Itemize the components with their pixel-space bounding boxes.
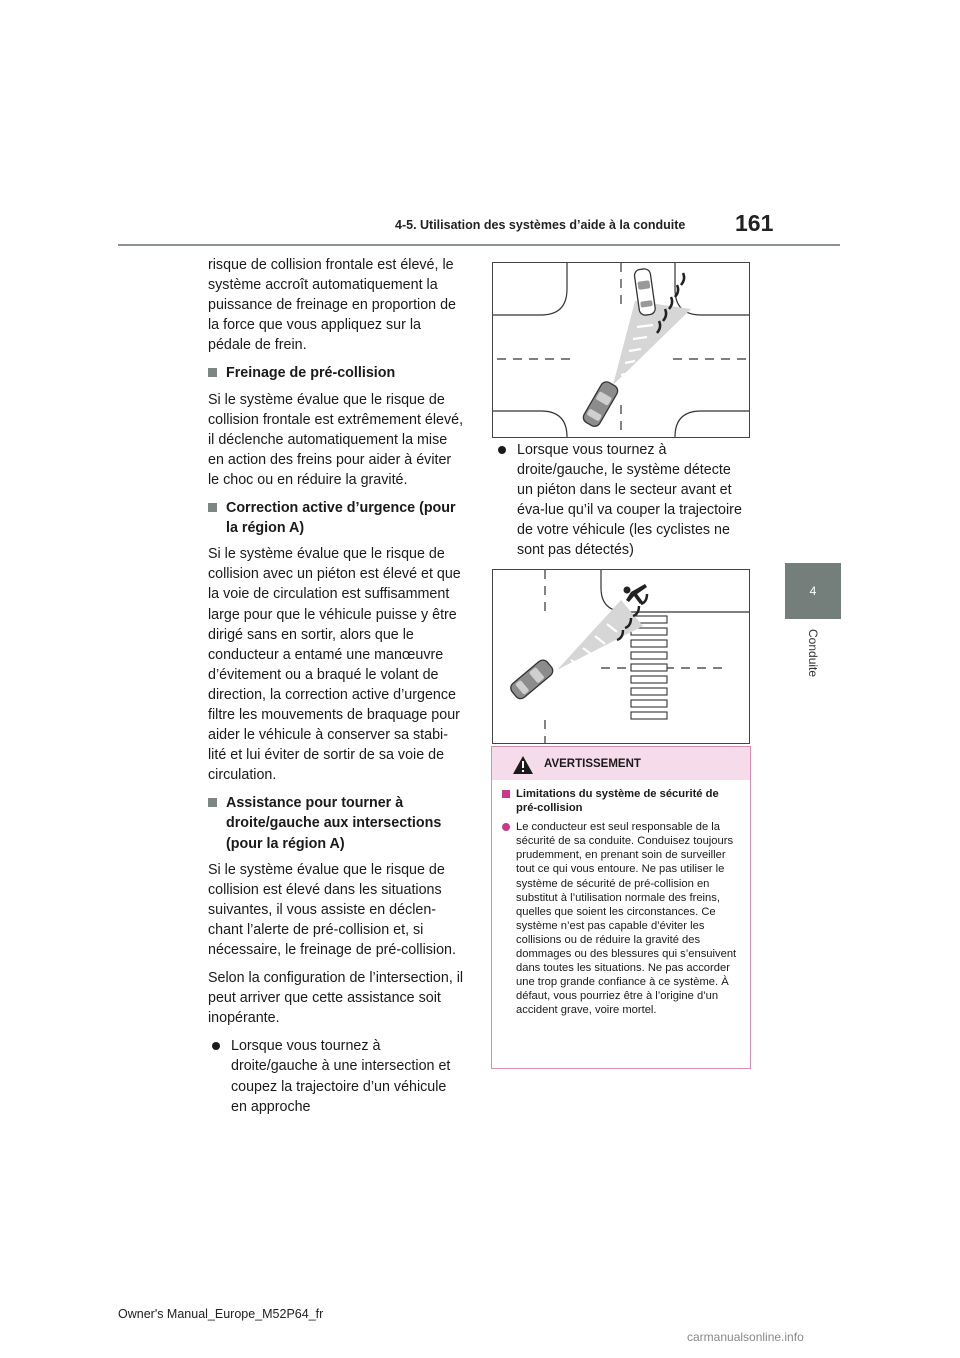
footer-manual-id: Owner's Manual_Europe_M52P64_fr [118,1307,324,1321]
bullet-dot-icon [212,1042,220,1050]
header-section-title: 4-5. Utilisation des systèmes d’aide à la conduite [395,218,686,232]
right-column-text [494,440,750,561]
section-paragraph: Si le système évalue que le risque de collision avec un piéton est élevé et que la voie de circulation est suffisamment large pour que le véhicule puisse y être dirigé sans en sortir, alors que le conducteur a entamé une manœuvre d’évitement ou a braqué le volant de direction, la correction active d’urgence filtre les mouvements de braquage pour aider le véhicule à conserver sa stabi-lité et lui éviter de sortir de sa voie de circulation. [208,546,461,784]
section-heading: Assistance pour tourner à droite/gauche aux intersections (pour la région A) [208,793,466,853]
square-bullet-icon [208,503,217,512]
intro-paragraph: risque de collision frontale est élevé, le système accroît automatiquement la puissance de freinage en proportion de la force que vous appliquez sur la pédale de frein. [208,257,456,354]
square-bullet-icon [208,798,217,807]
left-column [208,255,466,1117]
car-icon [508,658,555,701]
pedestrian-icon [624,584,648,604]
warning-triangle-icon [512,755,534,775]
bullet-dot-icon [502,823,510,831]
section-paragraph: Si le système évalue que le risque de collision frontale est extrêmement élevé, il déclenche automatiquement la mise en action des freins pour aider à éviter le choc ou en réduire la gravité. [208,391,464,488]
list-item: Lorsque vous tournez à droite/gauche à une intersection et coupez la trajectoire d’un véhicule en approche [208,1036,466,1116]
warning-text: Le conducteur est seul responsable de la sécurité de sa conduite. Conduisez toujours prudemment, en prenant soin de surveiller tout ce qui vous entoure. Ne pas utiliser le système de sécurité de pré-collision en substitut à l’utilisation normale des freins, quelles que soient les circonstances. Ce système n’est pas capable d’éviter les collisions ou de réduire la gravité des dommages ou des blessures qui s’ensuivent dans toutes les situations. Ne pas accorder une trop grande confiance à ce système. À défaut, vous pourriez être à l’origine d’un accident grave, voire mortel. [502,820,740,1017]
warning-content [492,780,750,1018]
section-heading: Freinage de pré-collision [208,363,466,383]
list-item: Lorsque vous tournez à droite/gauche, le système détecte un piéton dans le secteur avant et éva-lue qu’il va couper la trajectoire de votre véhicule (les cyclistes ne sont pas détectés) [494,440,750,561]
section-paragraph: Si le système évalue que le risque de collision est élevé dans les situations suivantes, il vous assiste en déclen-chant l’alerte de pré-collision et, si nécessaire, le freinage de pré-collision. [208,861,456,958]
page-number: 161 [735,210,774,236]
chapter-label: Conduite [806,629,820,678]
chapter-tab: 4 [785,563,841,619]
section-heading: Correction active d’urgence (pour la région A) [208,498,466,538]
square-bullet-icon [502,790,510,798]
watermark: carmanualsonline.info [687,1330,804,1344]
warning-header [492,747,750,780]
illustration-oncoming-vehicle [492,262,750,438]
warning-subheading: Limitations du système de sécurité de pré-collision [502,787,740,815]
warning-title: AVERTISSEMENT [544,758,641,770]
section-paragraph: Selon la configuration de l’intersection, il peut arriver que cette assistance soit inopérante. [208,970,464,1027]
square-bullet-icon [208,368,217,377]
bullet-dot-icon [498,446,506,454]
header-divider [118,244,840,246]
warning-box [491,746,751,1069]
car-icon [581,380,620,429]
illustration-pedestrian-crossing [492,569,750,744]
